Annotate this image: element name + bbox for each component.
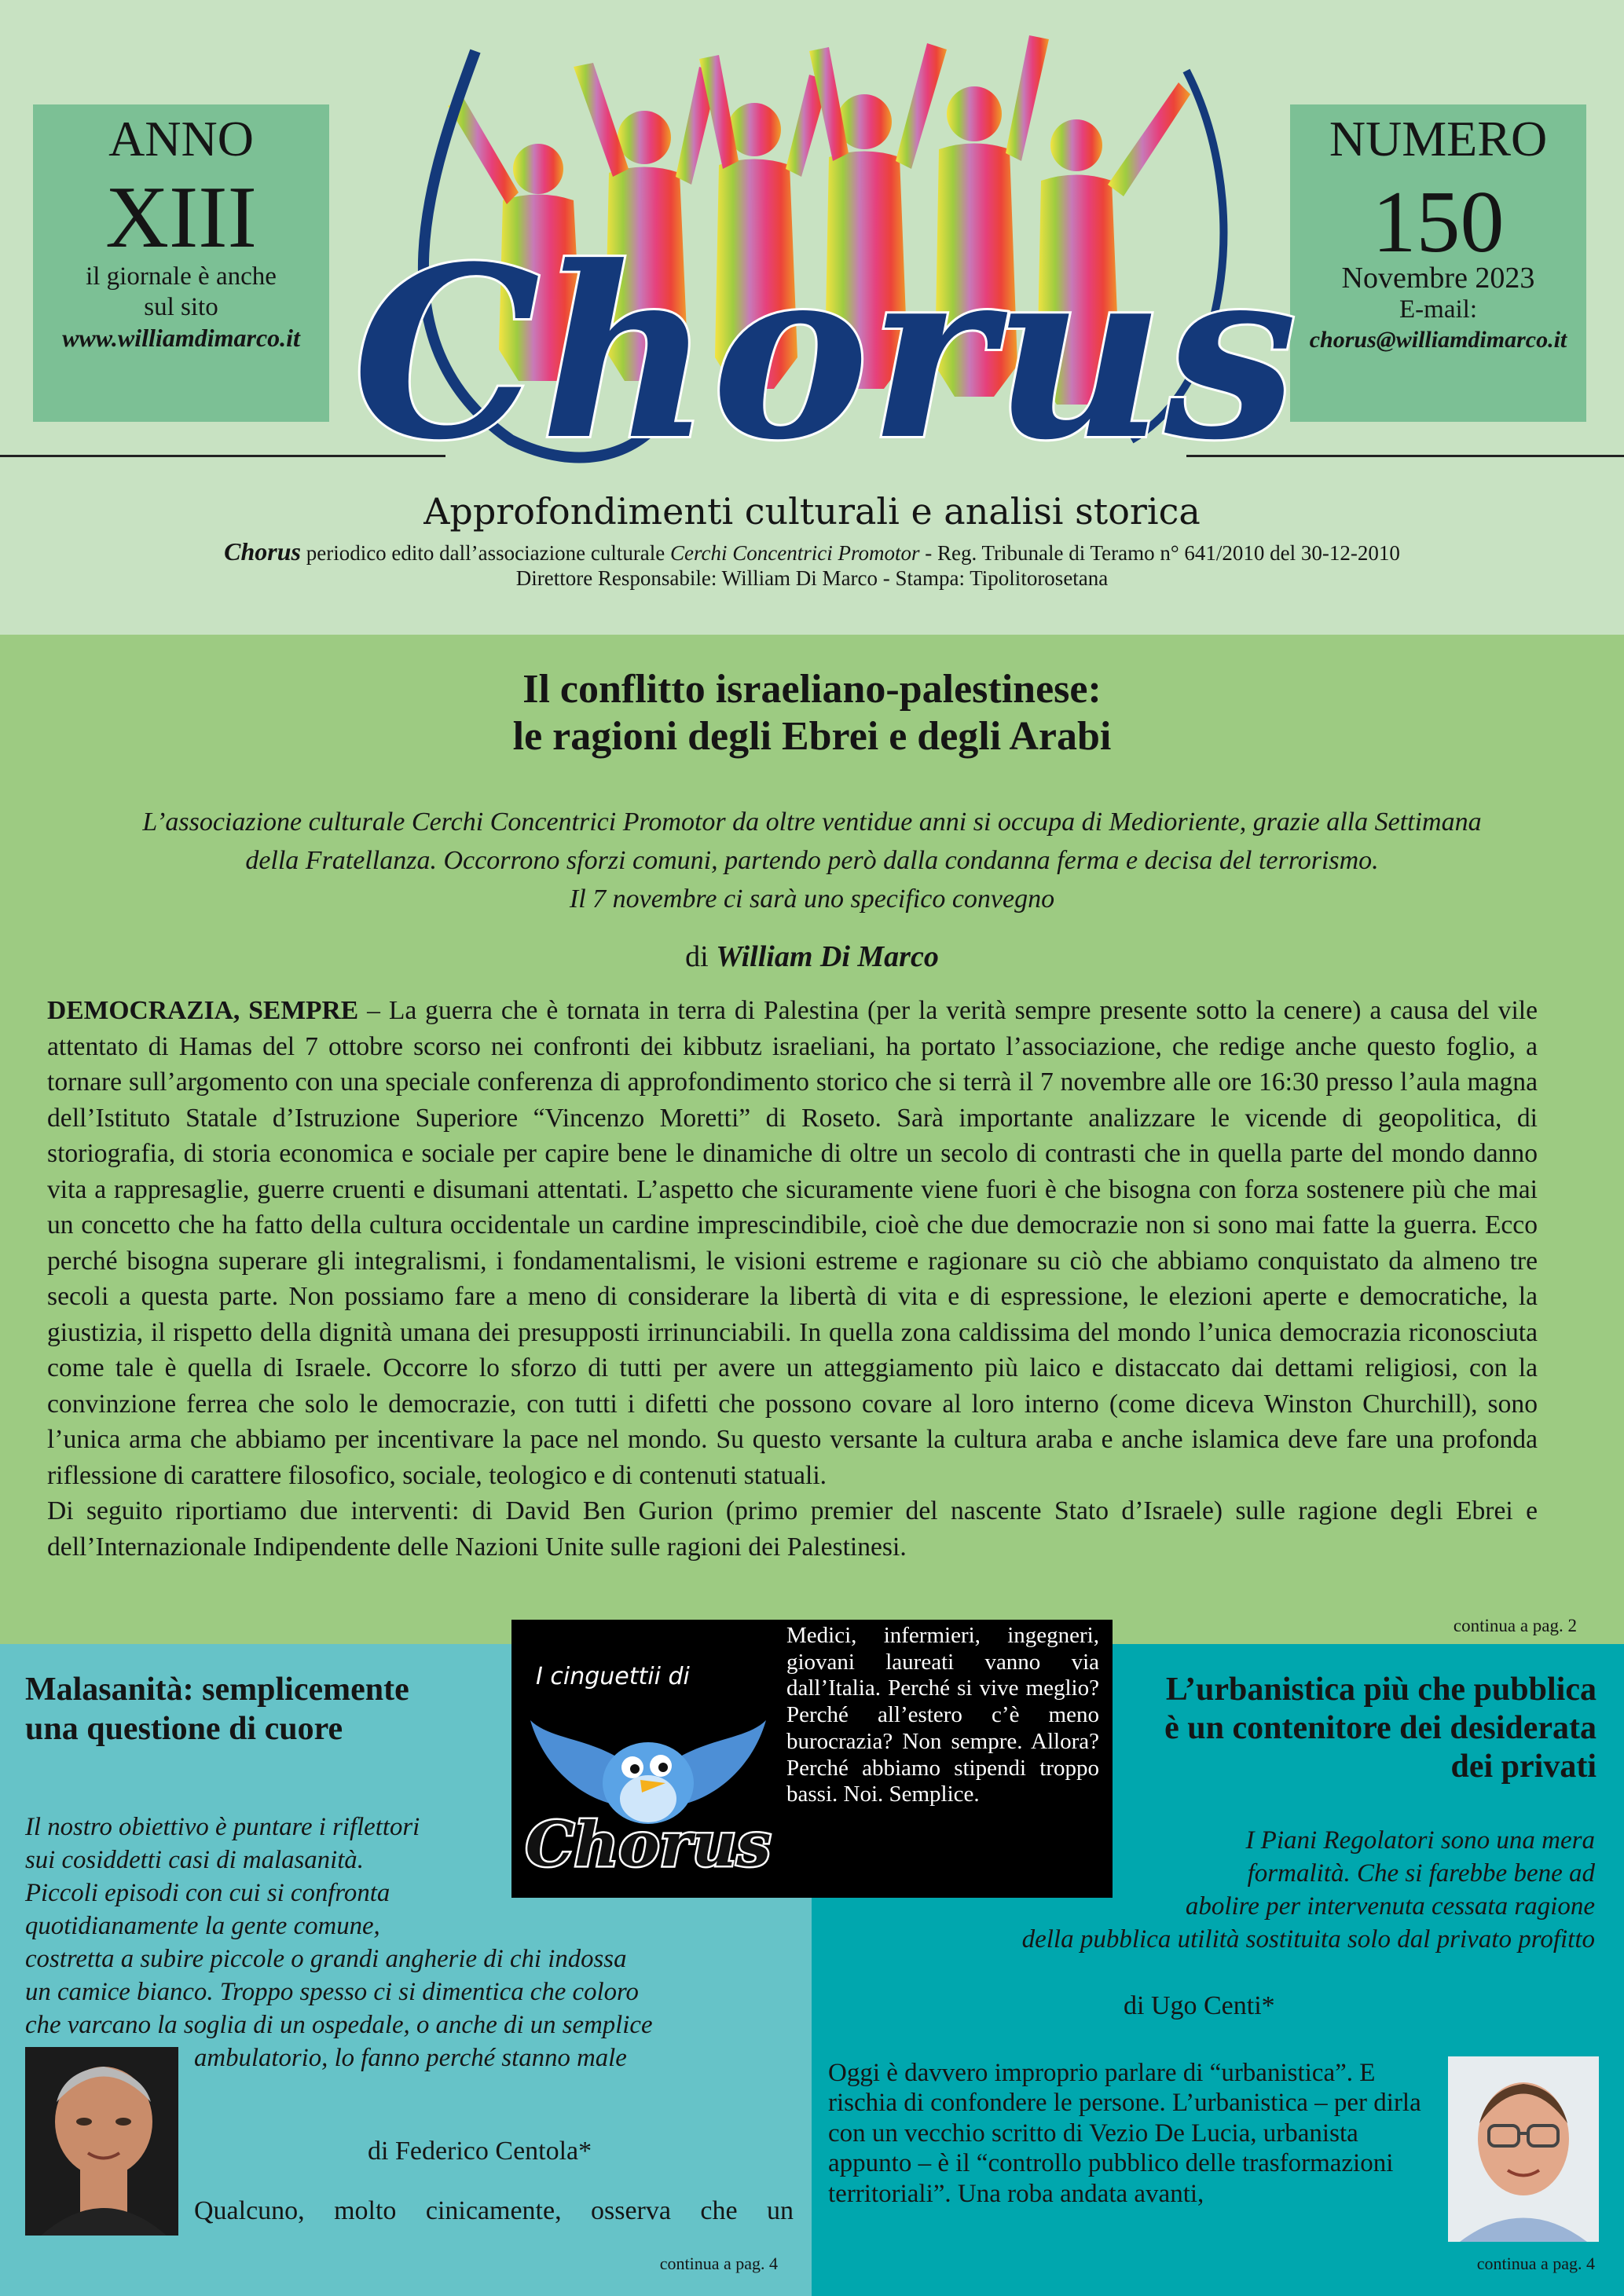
ml-lead-line: costretta a subire piccole o grandi angherie di chi indossa — [25, 1945, 627, 1973]
malasanita-continue-link[interactable]: continua a pag. 4 — [659, 2254, 778, 2273]
ml-lead-line: Il nostro obiettivo è puntare i riflettori — [25, 1813, 420, 1841]
urbanistica-title — [1108, 1671, 1597, 1786]
lead-line-2: della Fratellanza. Occorrono sforzi comuni, partendo però dalla condanna ferma e decisa del terrorismo. — [245, 846, 1379, 875]
ur-lead-line: abolire per intervenuta cessata ragione — [1185, 1892, 1595, 1921]
tweet-logo-text: Chorus — [525, 1809, 772, 1880]
director-line: Direttore Responsabile: William Di Marco - Stampa: Tipolitorosetana — [515, 566, 1109, 590]
main-article-byline — [0, 939, 1624, 974]
email-link[interactable]: chorus@williamdimarco.it — [1309, 327, 1567, 353]
malasanita-title — [25, 1670, 409, 1749]
pub-text2: - Reg. Tribunale di Teramo n° 641/2010 del 30-12-2010 — [919, 541, 1400, 565]
chorus-logo — [352, 12, 1298, 492]
ml-lead-line: Piccoli episodi con cui si confronta — [25, 1879, 390, 1907]
byline-author: William Di Marco — [716, 940, 939, 973]
logo-wordmark: Chorus — [352, 214, 1298, 492]
ml-lead-line: un camice bianco. Troppo spesso ci si dimentica che coloro — [25, 1978, 639, 2006]
malasanita-body: Qualcuno, molto cinicamente, osserva che un — [194, 2196, 794, 2225]
ml-lead-line: sui cosiddetti casi di malasanità. — [25, 1846, 364, 1874]
numero-label: NUMERO — [1329, 111, 1548, 167]
ur-title-line-2: è un contenitore dei desiderata — [1164, 1710, 1597, 1746]
numero-value: 150 — [1372, 174, 1505, 271]
author-photo-centi — [1448, 2056, 1599, 2242]
pub-text1: periodico edito dall’associazione culturale — [300, 541, 671, 565]
ml-title-line-1: Malasanità: semplicemente — [25, 1672, 409, 1708]
pub-assoc: Cerchi Concentrici Promotor — [670, 541, 920, 565]
author-photo-centola — [25, 2047, 178, 2236]
anno-line1: il giornale è anche — [86, 262, 277, 291]
ml-lead-line: che varcano la soglia di un ospedale, o anche di un semplice — [25, 2011, 653, 2039]
anno-line2: sul sito — [144, 293, 218, 321]
malasanita-byline: di Federico Centola* — [368, 2137, 592, 2166]
malasanita-lead — [25, 1811, 779, 2074]
issue-date: Novembre 2023 — [1341, 262, 1535, 295]
ur-title-line-1: L’urbanistica più che pubblica — [1165, 1672, 1597, 1708]
kicker: DEMOCRAZIA, SEMPRE — [47, 996, 359, 1025]
body-paragraph-2: Di seguito riportiamo due interventi: di David Ben Gurion (primo premier del nascente Stato d’Israele) sulle ragione degli Ebrei e dell’Internazionale Indipendente delle Nazioni Unite sulle ragioni dei Palestinesi. — [47, 1496, 1538, 1562]
title-line-1: Il conflitto israeliano-palestinese: — [522, 667, 1102, 712]
website-link[interactable]: www.williamdimarco.it — [62, 324, 300, 352]
ml-lead-line: ambulatorio, lo fanno perché stanno male — [194, 2044, 627, 2072]
email-label: E-mail: — [1399, 295, 1477, 324]
body-text-1: – La guerra che è tornata in terra di Palestina (per la verità sempre presente sotto la cenere) a causa del vile attentato di Hamas del 7 ottobre scorso nei confronti dei kibbutz israeliani, ha portato l’associazione, che redige anche questo foglio, a tornare sull’argomento con una speciale conferenza di approfondimento storico che si terrà il 7 novembre alle ore 16:30 presso l’aula magna dell’Istituto Statale d’Istruzione Superiore “Vincenzo Moretti” di Roseto. Sarà importante analizzare le vicende di geopolitica, di storiografia, di storia economica e sociale per capire bene le dinamiche di oltre un secolo di contrasti che in quella parte del mondo danno vita a rappresaglie, guerre cruenti e disumani attentati. L’aspetto che sicuramente viene fuori è che bisogna con forza sostenere più che mai un concetto che ha fatto della cultura occidentale un cardine imprescindibile, cioè che due democrazie non si sono mai fatte la guerra. Ecco perché bisogna superare gli integralismi, i fondamentalismi, le visioni estreme e ragionare su ciò che abbiamo conquistato da almeno tre secoli a questa parte. Non possiamo fare a meno di considerare la libertà di vita e di espressione, le elezioni aperte e democratiche, la giustizia, il rispetto della dignità umana dei presupposti irrinunciabili. In quella zona caldissima del mondo l’unica democrazia riconosciuta come tale è quella di Israele. Occorre lo sforzo di tutti per avere un atteggiamento più laico e distaccato dai dettami religiosi, con la convinzione ferrea che solo le democrazie, con tutti i difetti che possono covare al loro interno (come diceva Winston Churchill), sono l’unica arma che abbiamo per incentivare la pace nel mondo. Su questo versante la cultura araba e anche islamica deve fare una profonda riflessione di carattere filosofico, sociale, teologico e di contenuti statuali. — [47, 996, 1538, 1490]
main-continue-link[interactable]: continua a pag. 2 — [1453, 1616, 1577, 1635]
urbanistica-byline: di Ugo Centi* — [1124, 1991, 1275, 2020]
body-paragraph-1 — [47, 993, 1538, 1493]
main-article-lead — [47, 803, 1577, 918]
masthead-subtitle: Approfondimenti culturali e analisi storica — [423, 490, 1201, 533]
urbanistica-lead — [864, 1824, 1595, 1956]
lead-line-1: L’associazione culturale Cerchi Concentrici Promotor da oltre ventidue anni si occupa di Medioriente, grazie alla Settimana — [142, 807, 1482, 837]
main-article-body — [47, 993, 1538, 1565]
byline-prefix: di — [685, 940, 717, 973]
ur-lead-line: formalità. Che si farebbe bene ad — [1247, 1859, 1595, 1888]
ur-lead-line: I Piani Regolatori sono una mera — [1245, 1826, 1595, 1855]
lead-line-3: Il 7 novembre ci sarà uno specifico convegno — [569, 884, 1055, 914]
pub-name: Chorus — [224, 537, 301, 566]
ml-lead-line: quotidianamente la gente comune, — [25, 1912, 380, 1940]
publication-info — [0, 537, 1624, 566]
numero-box — [1290, 104, 1586, 422]
ml-title-line-2: una questione di cuore — [25, 1711, 343, 1747]
urbanistica-body: Oggi è davvero improprio parlare di “urbanistica”. E rischia di confondere le persone. L’urbanistica – per dirla con un vecchio scritto di Vezio De Lucia, urbanista appunto – è il “controllo pubblico delle trasformazioni territoriali”. Una roba andata avanti, — [828, 2059, 1421, 2208]
anno-box — [33, 104, 329, 422]
anno-label: ANNO — [108, 111, 254, 167]
ur-title-line-3: dei privati — [1450, 1749, 1597, 1785]
main-article-title — [0, 666, 1624, 760]
anno-value: XIII — [105, 169, 257, 266]
tweet-text: Medici, infermieri, ingegneri, giovani laureati vanno via dall’Italia. Perché si vive meglio? Perché all’estero c’è meno burocrazia? Non sempre. Allora? Perché abbiamo stipendi troppo bassi. Noi. Semplice. — [786, 1623, 1099, 1807]
title-line-2: le ragioni degli Ebrei e degli Arabi — [512, 714, 1112, 759]
urbanistica-continue-link[interactable]: continua a pag. 4 — [1476, 2254, 1595, 2273]
tweet-box-label: I cinguettii di — [536, 1663, 690, 1690]
ur-lead-line: della pubblica utilità sostituita solo dal privato profitto — [1021, 1925, 1595, 1954]
